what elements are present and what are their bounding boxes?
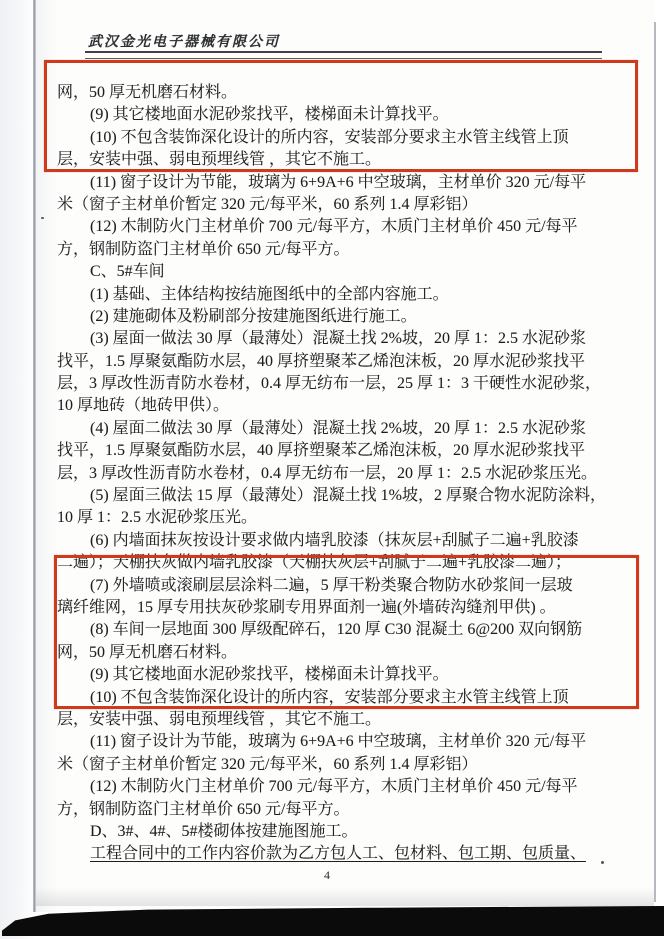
contract-text-line: (11) 窗子设计为节能，玻璃为 6+9A+6 中空玻璃，主材单价 320 元/每平 [90, 173, 587, 191]
contract-text-line: (7) 外墙喷或滚刷层层涂料二遍，5 厚干粉类聚合物防水砂浆间一层玻 [90, 576, 573, 594]
contract-text-line: (2) 建施砌体及粉刷部分按建施图纸进行施工。 [90, 307, 417, 325]
contract-text-line: 璃纤维网，15 厚专用扶灰砂浆刷专用界面剂一遍(外墙砖沟缝剂甲供) 。 [57, 598, 556, 616]
page-bottom-curl-shadow [36, 888, 654, 906]
contract-text-line: 层，3 厚改性沥青防水卷材，0.4 厚无纺布一层，25 厚 1：3 干硬性水泥砂浆， [57, 375, 602, 393]
contract-text-line: (10) 不包含装饰深化设计的所内容，安装部分要求主水管主线管上顶 [90, 128, 569, 146]
scan-background [0, 0, 36, 939]
contract-text-line: (8) 车间一层地面 300 厚级配碎石，120 厚 C30 混凝土 6@200 双向钢筋 [90, 621, 583, 639]
contract-text-line: (10) 不包含装饰深化设计的所内容，安装部分要求主水管主线管上顶 [90, 688, 569, 706]
contract-text-line: (11) 窗子设计为节能，玻璃为 6+9A+6 中空玻璃，主材单价 320 元/每平 [90, 733, 587, 751]
book-binding-edge [33, 0, 36, 912]
contract-text-line: 方，钢制防盗门主材单价 650 元/每平方。 [57, 240, 350, 258]
contract-text-line: (5) 屋面三做法 15 厚（最薄处）混凝土找 1%坡，2 厚聚合物水泥防涂料， [90, 487, 606, 505]
contract-text-line: (4) 屋面二做法 30 厚（最薄处）混凝土找 2%坡，20 厚 1：2.5 水泥砂浆 [90, 419, 586, 437]
contract-text-line: 10 厚 1：2.5 水泥砂浆压光。 [57, 509, 258, 527]
contract-text-line: 找平，1.5 厚聚氨酯防水层，40 厚挤塑聚苯乙烯泡沫板，20 厚水泥砂浆找平 [57, 442, 586, 460]
contract-text-line: (12) 木制防火门主材单价 700 元/每平方，木质门主材单价 450 元/每平 [90, 218, 578, 236]
contract-text-line: 二遍）；天棚扶灰做内墙乳胶漆（天棚扶灰层+刮腻子二遍+乳胶漆二遍）； [57, 554, 572, 572]
page-right-edge [654, 22, 656, 902]
contract-text-line: 找平，1.5 厚聚氨酯防水层，40 厚挤塑聚苯乙烯泡沫板，20 厚水泥砂浆找平 [57, 352, 586, 370]
contract-text-line: 层，安装中强、弱电预埋线管 ，其它不施工。 [57, 710, 382, 728]
page-number: 4 [324, 868, 330, 882]
contract-text-line: 网，50 厚无机磨石材料。 [57, 643, 238, 661]
contract-text-line: (9) 其它楼地面水泥砂浆找平，楼梯面未计算找平。 [90, 666, 449, 684]
contract-text-line: 层，安装中强、弱电预埋线管 ，其它不施工。 [57, 151, 382, 169]
contract-text-line: 工程合同中的工作内容价款为乙方包人工、包材料、包工期、包质量、 [90, 845, 587, 863]
contract-text-line: (6) 内墙面抹灰按设计要求做内墙乳胶漆（抹灰层+刮腻子二遍+乳胶漆 [90, 531, 579, 549]
contract-text-line: (9) 其它楼地面水泥砂浆找平，楼梯面未计算找平。 [90, 106, 449, 124]
contract-text-line: 层，3 厚改性沥青防水卷材，0.4 厚无纺布一层，20 厚 1：2.5 水泥砂浆压光。 [57, 464, 598, 482]
contract-text-line: D、3#、4#、5#楼砌体按建施图施工。 [90, 822, 358, 840]
contract-text-line: (3) 屋面一做法 30 厚（最薄处）混凝土找 2%坡，20 厚 1：2.5 水泥砂浆 [90, 330, 586, 348]
company-header: 武汉金光电子器械有限公司 [88, 35, 280, 50]
contract-text-line: 米（窗子主材单价暂定 320 元/每平米，60 系列 1.4 厚彩铝） [57, 755, 478, 773]
contract-text-line: 10 厚地砖（地砖甲供）。 [57, 397, 230, 415]
contract-text-line: (12) 木制防火门主材单价 700 元/每平方，木质门主材单价 450 元/每平 [90, 778, 578, 796]
contract-text-line: C、5#车间 [90, 263, 165, 281]
contract-text-line: 方，钢制防盗门主材单价 650 元/每平方。 [57, 800, 350, 818]
scan-speck [41, 217, 44, 219]
scan-speck [601, 861, 604, 864]
contract-text-line: (1) 基础、主体结构按结施图纸中的全部内容施工。 [90, 285, 449, 303]
contract-text-line: 米（窗子主材单价暂定 320 元/每平米，60 系列 1.4 厚彩铝） [57, 195, 478, 213]
header-divider [85, 51, 602, 59]
contract-text-line: 网，50 厚无机磨石材料。 [57, 84, 238, 101]
contract-body [57, 82, 632, 866]
